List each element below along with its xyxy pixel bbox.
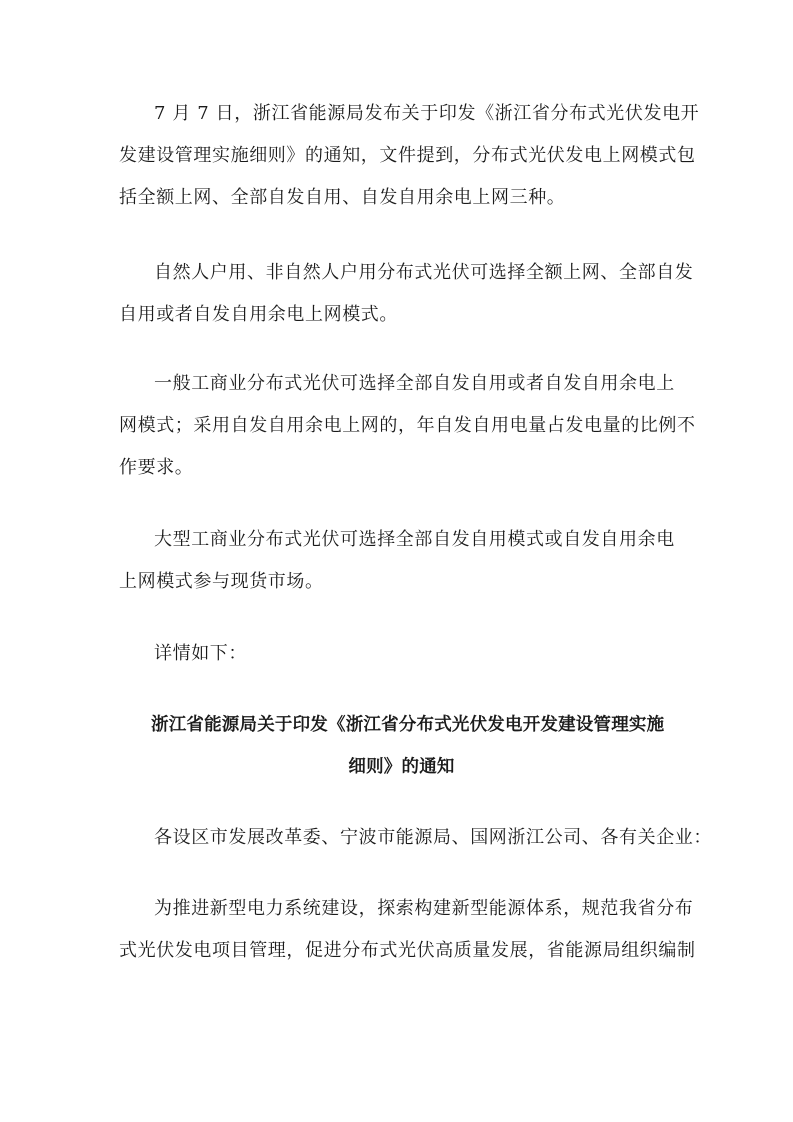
intro-line-2: 发建设管理实施细则》的通知，文件提到，分布式光伏发电上网模式包 (119, 145, 696, 166)
residential-line-2: 自用或者自发自用余电上网模式。 (119, 304, 398, 325)
addressee: 各设区市发展改革委、宁波市能源局、国网浙江公司、各有关企业： (154, 827, 712, 848)
intro-line-3: 括全额上网、全部自发自用、自发自用余电上网三种。 (119, 187, 566, 208)
notice-title-line-1: 浙江省能源局关于印发《浙江省分布式光伏发电开发建设管理实施 (151, 715, 665, 735)
general-commercial-line-3: 作要求。 (119, 457, 194, 478)
details-intro: 详情如下： (154, 643, 247, 664)
intro-line-1: 7 月 7 日，浙江省能源局发布关于印发《浙江省分布式光伏发电开 (154, 103, 700, 124)
body-line-2: 式光伏发电项目管理，促进分布式光伏高质量发展，省能源局组织编制 (119, 940, 696, 961)
general-commercial-line-1: 一般工商业分布式光伏可选择全部自发自用或者自发自用余电上 (154, 373, 675, 394)
residential-line-1: 自然人户用、非自然人户用分布式光伏可选择全额上网、全部自发 (154, 262, 694, 283)
large-commercial-line-1: 大型工商业分布式光伏可选择全部自发自用模式或自发自用余电 (154, 529, 675, 550)
large-commercial-line-2: 上网模式参与现货市场。 (119, 571, 324, 592)
body-line-1: 为推进新型电力系统建设，探索构建新型能源体系，规范我省分布 (154, 898, 694, 919)
general-commercial-line-2: 网模式；采用自发自用余电上网的，年自发自用电量占发电量的比例不 (119, 415, 696, 436)
notice-title-line-2: 细则》的通知 (348, 757, 455, 777)
